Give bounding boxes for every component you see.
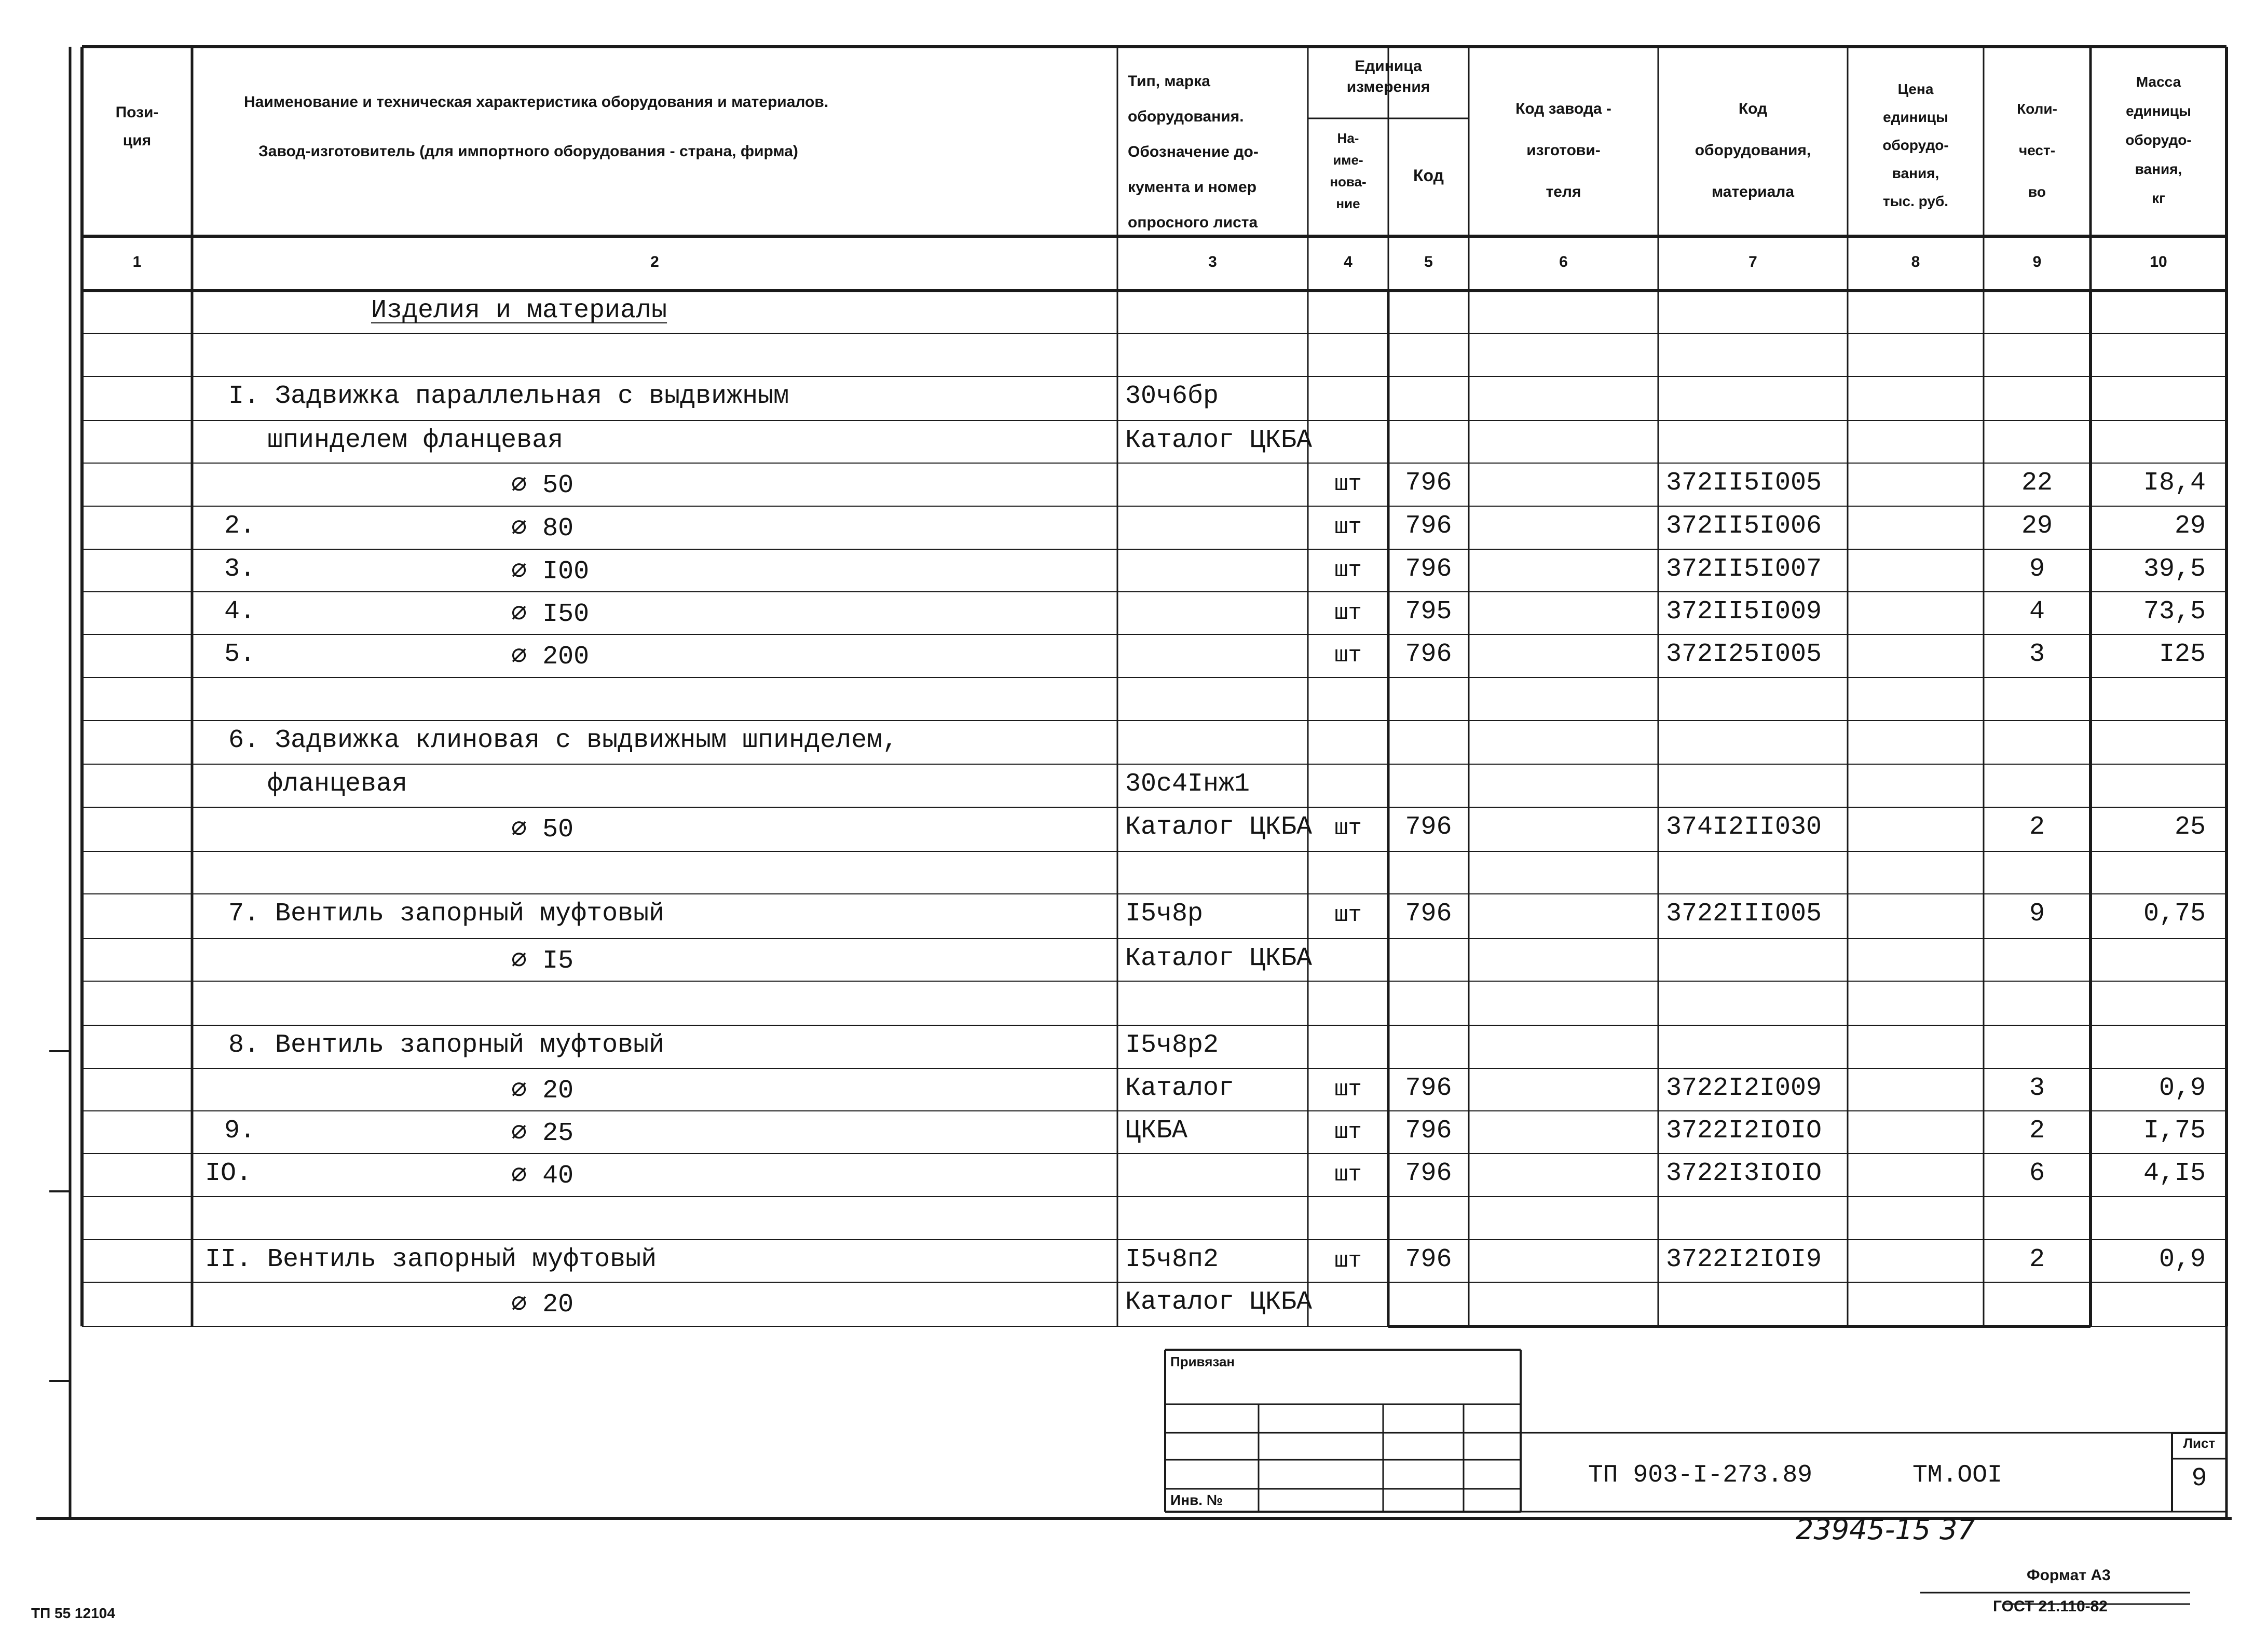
- row-equipment-code: 374I2II030: [1666, 812, 1822, 842]
- row-mass: I25: [2158, 640, 2206, 669]
- row-quantity: 4: [2029, 597, 2045, 627]
- row-equipment-code: 372II5I006: [1666, 511, 1822, 541]
- column-number: 3: [1208, 253, 1217, 270]
- header-name-line1: Наименование и техническая характеристика оборудования и материалов.: [244, 93, 829, 111]
- row-unit: шт: [1334, 902, 1362, 928]
- row-equipment-code: 372I25I005: [1666, 640, 1822, 669]
- row-mass: 39,5: [2143, 554, 2206, 584]
- row-name: ⌀ 25: [511, 1119, 574, 1148]
- row-equipment-code: 372II5I007: [1666, 554, 1822, 584]
- header-type-line: Обозначение до-: [1128, 143, 1259, 160]
- row-unit-code: 796: [1405, 1245, 1452, 1274]
- row-equipment-code: 3722I2IOI9: [1666, 1245, 1822, 1274]
- row-unit: шт: [1334, 1162, 1362, 1188]
- row-unit: шт: [1334, 1077, 1362, 1103]
- row-quantity: 29: [2021, 511, 2053, 541]
- row-type: Каталог ЦКБА: [1125, 426, 1313, 455]
- row-quantity: 3: [2029, 640, 2045, 669]
- row-unit: шт: [1334, 1248, 1362, 1274]
- row-unit: шт: [1334, 643, 1362, 669]
- row-name: 7. Вентиль запорный муфтовый: [228, 899, 665, 929]
- row-position: 2.: [224, 511, 256, 541]
- row-unit: шт: [1334, 514, 1362, 540]
- row-mass: 25: [2174, 812, 2206, 842]
- row-type: Каталог: [1125, 1074, 1235, 1103]
- doc-code: ТП 903-I-273.89: [1588, 1461, 1813, 1489]
- row-type: I5ч8р2: [1125, 1030, 1219, 1060]
- gost-label: ГОСТ 21.110-82: [1993, 1598, 2108, 1615]
- row-type: Каталог ЦКБА: [1125, 812, 1313, 842]
- row-type: Каталог ЦКБА: [1125, 1287, 1313, 1317]
- row-type: ЦКБА: [1125, 1116, 1188, 1146]
- row-unit-code: 796: [1405, 640, 1452, 669]
- row-unit-code: 796: [1405, 511, 1452, 541]
- column-number: 5: [1424, 253, 1433, 270]
- row-unit-code: 796: [1405, 554, 1452, 584]
- row-position: 9.: [224, 1116, 256, 1146]
- format-label: Формат А3: [2027, 1567, 2111, 1584]
- header-unit-name: На- име- нова- ние: [1330, 130, 1367, 211]
- column-number: 9: [2032, 253, 2042, 270]
- row-name: ⌀ 40: [511, 1161, 574, 1191]
- row-name: I. Задвижка параллельная с выдвижным: [228, 382, 789, 411]
- row-unit: шт: [1334, 600, 1362, 626]
- row-type: Каталог ЦКБА: [1125, 944, 1313, 973]
- row-unit-code: 796: [1405, 899, 1452, 929]
- row-name: шпинделем фланцевая: [267, 426, 564, 455]
- row-name: фланцевая: [267, 769, 408, 799]
- row-name: ⌀ I5: [511, 946, 574, 976]
- row-mass: 0,75: [2143, 899, 2206, 929]
- row-equipment-code: 3722III005: [1666, 899, 1822, 929]
- header-plant-code: Код завода - изготови- теля: [1515, 100, 1611, 200]
- handwritten-number: 23945-15 37: [1796, 1513, 1975, 1546]
- stamp-inv-label: Инв. №: [1170, 1492, 1223, 1508]
- row-equipment-code: 3722I3IOIO: [1666, 1159, 1822, 1188]
- header-position: Пози- ция: [115, 104, 159, 149]
- row-unit: шт: [1334, 1119, 1362, 1145]
- row-type: 30ч6бр: [1125, 382, 1219, 411]
- row-equipment-code: 3722I2IOIO: [1666, 1116, 1822, 1146]
- row-position: 3.: [224, 554, 256, 584]
- stamp-bound-label: Привязан: [1170, 1354, 1235, 1369]
- row-name: 8. Вентиль запорный муфтовый: [228, 1030, 665, 1060]
- header-equipment-code: Код оборудования, материала: [1695, 100, 1811, 200]
- column-number: 8: [1911, 253, 1920, 270]
- row-unit-code: 796: [1405, 1116, 1452, 1146]
- row-quantity: 6: [2029, 1159, 2045, 1188]
- bottom-left-code: ТП 55 12104: [31, 1605, 115, 1621]
- row-equipment-code: 3722I2I009: [1666, 1074, 1822, 1103]
- row-name: ⌀ 80: [511, 514, 574, 544]
- column-number: 2: [650, 253, 659, 270]
- row-unit-code: 796: [1405, 1159, 1452, 1188]
- doc-mark: ТМ.ООI: [1912, 1461, 2002, 1489]
- row-name: 6. Задвижка клиновая с выдвижным шпинделем,: [228, 726, 898, 755]
- row-name: ⌀ 50: [511, 471, 574, 500]
- header-type-line: Тип, марка: [1128, 73, 1210, 90]
- header-unit-code: Код: [1413, 166, 1444, 185]
- row-equipment-code: 372II5I009: [1666, 597, 1822, 627]
- row-equipment-code: 372II5I005: [1666, 468, 1822, 498]
- row-mass: I,75: [2143, 1116, 2206, 1146]
- row-name: ⌀ I50: [511, 600, 590, 629]
- row-quantity: 9: [2029, 554, 2045, 584]
- row-name: ⌀ I00: [511, 557, 590, 587]
- row-mass: 0,9: [2158, 1245, 2206, 1274]
- row-name: ⌀ 20: [511, 1290, 574, 1320]
- header-name-line2: Завод-изготовитель (для импортного оборудования - страна, фирма): [258, 143, 798, 160]
- column-number: 6: [1559, 253, 1568, 270]
- row-quantity: 9: [2029, 899, 2045, 929]
- row-name: ⌀ 20: [511, 1076, 574, 1106]
- row-position: 4.: [224, 597, 256, 627]
- header-unit-group: Единица измерения: [1346, 58, 1430, 96]
- header-quantity: Коли- чест- во: [2017, 101, 2057, 200]
- row-unit: шт: [1334, 816, 1362, 841]
- row-name: II. Вентиль запорный муфтовый: [205, 1245, 657, 1274]
- header-mass: Масса единицы оборудо- вания, кг: [2125, 74, 2192, 206]
- row-unit: шт: [1334, 471, 1362, 497]
- row-quantity: 3: [2029, 1074, 2045, 1103]
- row-type: I5ч8р: [1125, 899, 1204, 929]
- row-type: 30с4Iнж1: [1125, 769, 1250, 799]
- row-unit-code: 796: [1405, 468, 1452, 498]
- row-name: Изделия и материалы: [371, 296, 667, 325]
- column-number: 7: [1748, 253, 1757, 270]
- header-price: Цена единицы оборудо- вания, тыс. руб.: [1882, 81, 1949, 209]
- sheet-label: Лист: [2183, 1435, 2216, 1451]
- row-quantity: 2: [2029, 1116, 2045, 1146]
- row-mass: 73,5: [2143, 597, 2206, 627]
- row-unit: шт: [1334, 558, 1362, 583]
- column-number: 10: [2150, 253, 2167, 270]
- row-mass: 4,I5: [2143, 1159, 2206, 1188]
- row-quantity: 22: [2021, 468, 2053, 498]
- row-position: 5.: [224, 640, 256, 669]
- row-quantity: 2: [2029, 1245, 2045, 1274]
- row-name: ⌀ 50: [511, 815, 574, 845]
- column-number: 4: [1344, 253, 1352, 270]
- row-unit-code: 795: [1405, 597, 1452, 627]
- row-mass: 0,9: [2158, 1074, 2206, 1103]
- row-mass: I8,4: [2143, 468, 2206, 498]
- header-type-line: кумента и номер: [1128, 179, 1257, 196]
- row-unit-code: 796: [1405, 812, 1452, 842]
- row-mass: 29: [2174, 511, 2206, 541]
- row-unit-code: 796: [1405, 1074, 1452, 1103]
- header-type-line: опросного листа: [1128, 214, 1258, 231]
- row-quantity: 2: [2029, 812, 2045, 842]
- row-position: IO.: [205, 1159, 252, 1188]
- column-number: 1: [132, 253, 142, 270]
- row-type: I5ч8п2: [1125, 1245, 1219, 1274]
- row-name: ⌀ 200: [511, 642, 590, 672]
- sheet-number: 9: [2191, 1464, 2207, 1493]
- header-type-line: оборудования.: [1128, 108, 1244, 125]
